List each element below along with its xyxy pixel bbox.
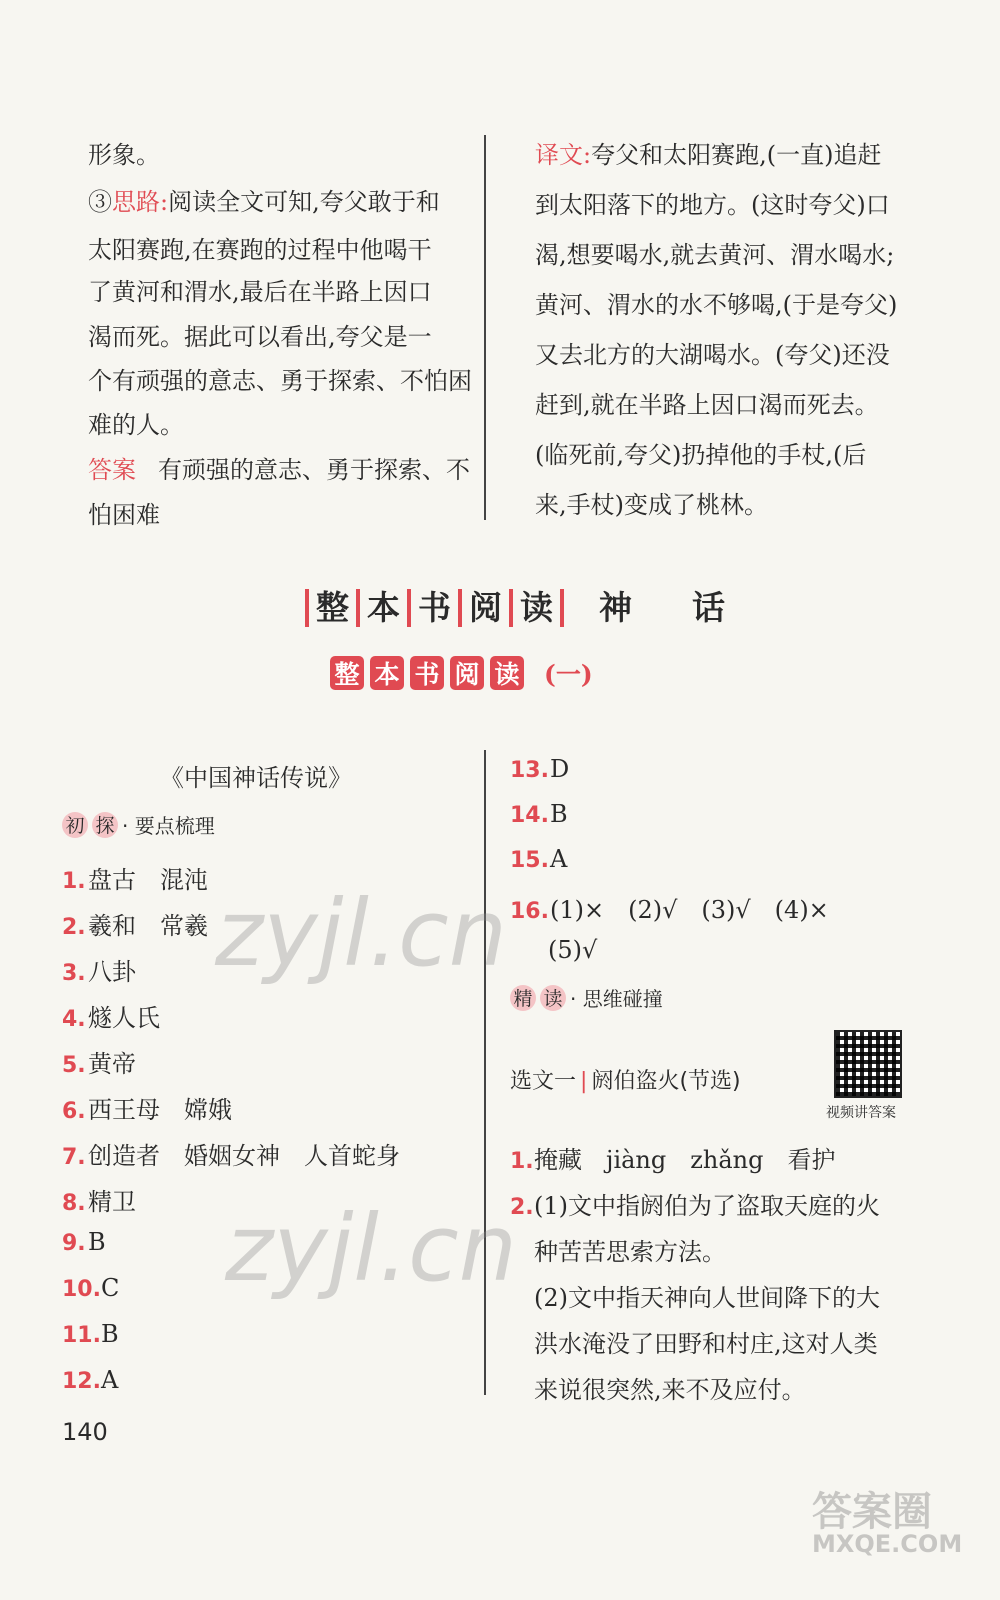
section-label: · 思维碰撞 bbox=[570, 987, 663, 1011]
answer-item bbox=[510, 800, 568, 828]
translation-line bbox=[535, 135, 881, 170]
item-text: B bbox=[88, 1228, 106, 1256]
text-line: 了黄河和渭水,最后在半路上因口 bbox=[88, 278, 432, 306]
item-number: 14. bbox=[510, 803, 549, 828]
answer-item bbox=[62, 1090, 232, 1125]
passage-prefix: 选文一 bbox=[510, 1069, 577, 1094]
title-char: 书 bbox=[407, 589, 458, 627]
item-text: 盘古 混沌 bbox=[88, 866, 208, 894]
sub-title-char: 读 bbox=[490, 656, 524, 690]
sub-title-char: 阅 bbox=[450, 656, 484, 690]
item-text: D bbox=[550, 755, 570, 783]
answer-line bbox=[88, 450, 470, 485]
section-char: 精 bbox=[510, 985, 536, 1011]
item-text: 创造者 婚姻女神 人首蛇身 bbox=[88, 1142, 400, 1170]
passage-heading: 选文一 | 阏伯盗火(节选) bbox=[510, 1069, 741, 1094]
text-line: 种苦苦思索方法。 bbox=[534, 1238, 726, 1266]
watermark: zyjl.cn bbox=[225, 1195, 517, 1302]
text-line: 黄河、渭水的水不够喝,(于是夸父) bbox=[535, 291, 898, 319]
item-text: 八卦 bbox=[88, 958, 136, 986]
section-title bbox=[305, 583, 740, 633]
item-number: 15. bbox=[510, 848, 549, 873]
item-text: A bbox=[550, 845, 568, 873]
sub-title-char: 整 bbox=[330, 656, 364, 690]
answer-item bbox=[62, 998, 160, 1033]
answer-item bbox=[510, 755, 569, 783]
section-header bbox=[510, 983, 663, 1012]
text-line: 赶到,就在半路上因口渴而死去。 bbox=[535, 391, 879, 419]
title-tail: 话 bbox=[692, 588, 725, 627]
section-char: 读 bbox=[540, 985, 566, 1011]
answer-item bbox=[510, 845, 567, 873]
column-divider bbox=[484, 135, 486, 520]
reasoning-label: 思路: bbox=[112, 188, 169, 216]
item-number: 6. bbox=[62, 1099, 86, 1124]
item-text: C bbox=[100, 1274, 120, 1302]
item-text: 精卫 bbox=[88, 1188, 136, 1216]
translation-label: 译文: bbox=[535, 141, 592, 169]
answer-item bbox=[62, 906, 208, 941]
passage-title: 阏伯盗火(节选) bbox=[591, 1069, 741, 1094]
sub-title bbox=[330, 655, 593, 691]
item-number: 2. bbox=[510, 1195, 534, 1220]
answer-item bbox=[62, 1228, 106, 1256]
watermark: zyjl.cn bbox=[215, 880, 507, 987]
answer-item bbox=[62, 860, 208, 895]
text-line: 个有顽强的意志、勇于探索、不怕困 bbox=[88, 367, 472, 395]
item-number: 9. bbox=[62, 1231, 86, 1256]
watermark-url: MXQE.COM bbox=[812, 1530, 963, 1558]
text-line: (临死前,夸父)扔掉他的手杖,(后 bbox=[535, 441, 867, 469]
item-text: 西王母 嫦娥 bbox=[88, 1096, 232, 1124]
sub-title-char: 本 bbox=[370, 656, 404, 690]
text-span: 夸父和太阳赛跑,(一直)追赶 bbox=[591, 141, 882, 169]
answer-item bbox=[510, 1186, 880, 1221]
text-line: 到太阳落下的地方。(这时夸父)口 bbox=[535, 191, 890, 219]
answer-item bbox=[62, 1366, 118, 1394]
item-number: 1. bbox=[510, 1149, 534, 1174]
item-number: 10. bbox=[62, 1277, 101, 1302]
answer-item bbox=[510, 890, 829, 925]
reasoning-line bbox=[88, 182, 440, 217]
text-line: 形象。 bbox=[88, 141, 160, 169]
section-label: · 要点梳理 bbox=[122, 814, 215, 838]
page-number: 140 bbox=[62, 1418, 108, 1446]
sub-title-number: (一) bbox=[544, 660, 593, 689]
item-number: 2. bbox=[62, 915, 86, 940]
answer-item bbox=[62, 1136, 400, 1171]
answer-item bbox=[62, 1274, 119, 1302]
title-char: 本 bbox=[356, 589, 407, 627]
circle-number: ③ bbox=[88, 188, 112, 216]
item-text: 掩藏 jiàng zhǎng 看护 bbox=[534, 1146, 836, 1174]
qr-code[interactable] bbox=[834, 1030, 902, 1098]
title-char: 整 bbox=[305, 589, 356, 627]
item-number: 1. bbox=[62, 869, 86, 894]
item-number: 7. bbox=[62, 1145, 86, 1170]
text-span: 阅读全文可知,夸父敢于和 bbox=[168, 188, 440, 216]
answer-label: 答案 bbox=[88, 456, 136, 484]
text-line: 洪水淹没了田野和村庄,这对人类 bbox=[534, 1330, 878, 1358]
text-line: 又去北方的大湖喝水。(夸父)还没 bbox=[535, 341, 890, 369]
item-number: 16. bbox=[510, 899, 549, 924]
item-text: B bbox=[550, 800, 568, 828]
text-line: 渴而死。据此可以看出,夸父是一 bbox=[88, 323, 432, 351]
title-char: 读 bbox=[509, 589, 564, 627]
item-number: 3. bbox=[62, 961, 86, 986]
answer-text: 有顽强的意志、勇于探索、不 bbox=[158, 456, 470, 484]
answer-item bbox=[62, 1044, 136, 1079]
title-char: 阅 bbox=[458, 589, 509, 627]
item-text: 燧人氏 bbox=[88, 1004, 160, 1032]
text-line: (2)文中指天神向人世间降下的大 bbox=[534, 1284, 880, 1312]
sub-title-char: 书 bbox=[410, 656, 444, 690]
item-text: (1)文中指阏伯为了盗取天庭的火 bbox=[534, 1192, 880, 1220]
text-line: 太阳赛跑,在赛跑的过程中他喝干 bbox=[88, 236, 432, 264]
title-tail: 神 bbox=[599, 588, 632, 627]
item-text: B bbox=[100, 1320, 119, 1348]
qr-caption: 视频讲答案 bbox=[826, 1105, 896, 1121]
section-header bbox=[62, 810, 215, 839]
item-text: 黄帝 bbox=[88, 1050, 136, 1078]
answer-item bbox=[62, 952, 136, 987]
item-number: 13. bbox=[510, 758, 549, 783]
book-title: 《中国神话传说》 bbox=[160, 764, 352, 792]
item-number: 4. bbox=[62, 1007, 86, 1032]
answer-cont: 怕困难 bbox=[88, 501, 160, 529]
answer-item bbox=[62, 1182, 136, 1217]
item-text: A bbox=[100, 1366, 119, 1394]
item-number: 11. bbox=[62, 1323, 101, 1348]
answer-item bbox=[510, 1140, 835, 1175]
answer-item bbox=[62, 1320, 119, 1348]
answer-item-cont: (5)√ bbox=[548, 936, 598, 964]
text-line: 难的人。 bbox=[88, 411, 184, 439]
item-number: 8. bbox=[62, 1191, 86, 1216]
item-number: 12. bbox=[62, 1369, 101, 1394]
item-text: (1)× (2)√ (3)√ (4)× bbox=[550, 896, 829, 924]
text-line: 渴,想要喝水,就去黄河、渭水喝水; bbox=[535, 241, 895, 269]
item-number: 5. bbox=[62, 1053, 86, 1078]
watermark-logo: 答案圈 bbox=[812, 1489, 932, 1535]
text-line: 来说很突然,来不及应付。 bbox=[534, 1376, 806, 1404]
text-line: 来,手杖)变成了桃林。 bbox=[535, 491, 768, 519]
section-char: 探 bbox=[92, 812, 118, 838]
item-text: 羲和 常羲 bbox=[88, 912, 208, 940]
section-char: 初 bbox=[62, 812, 88, 838]
